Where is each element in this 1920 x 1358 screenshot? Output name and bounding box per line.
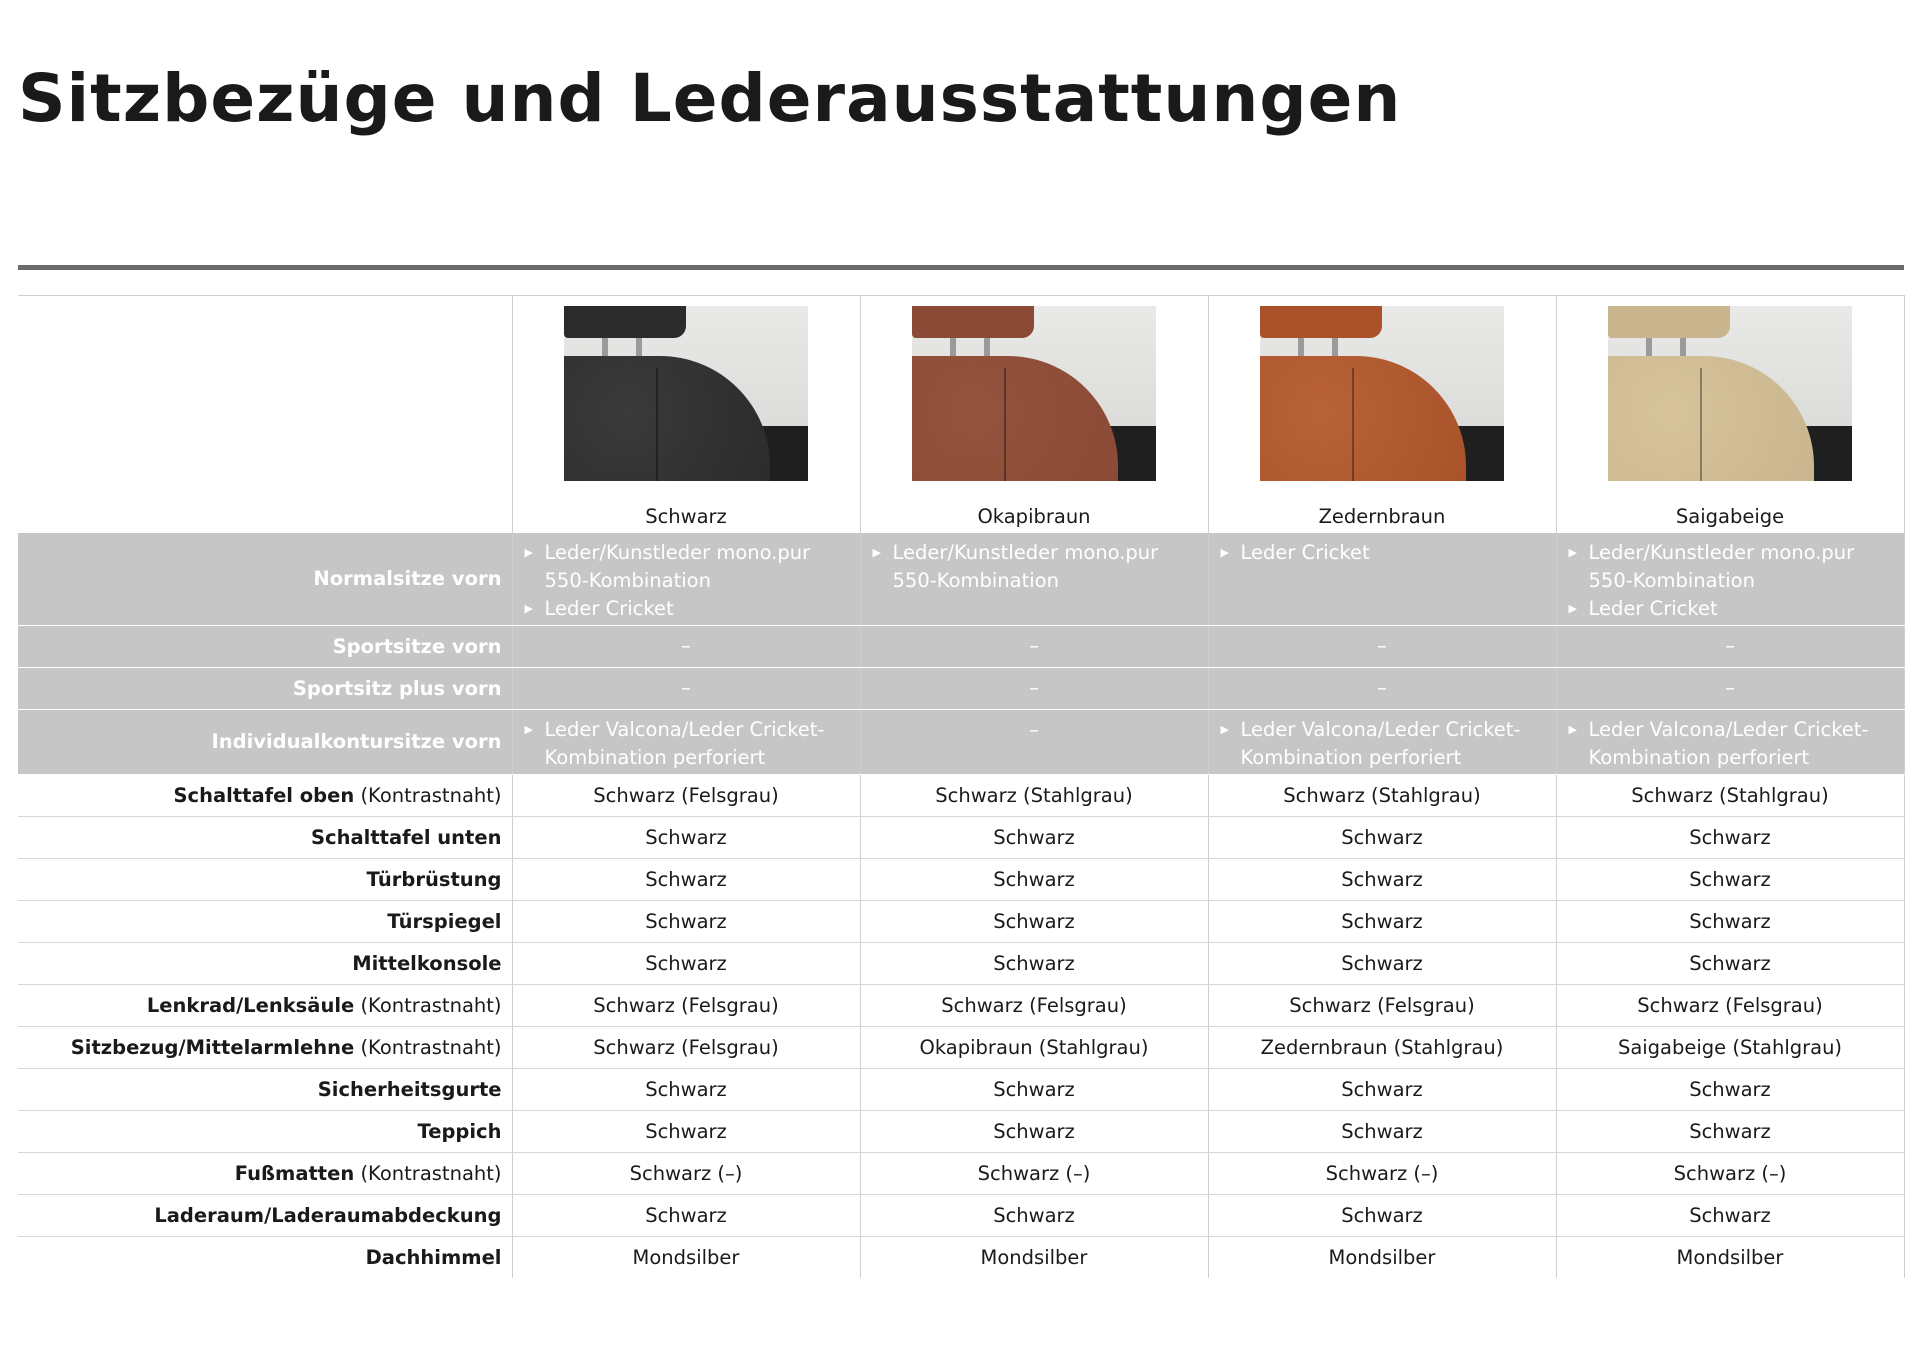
seat-row-label: Sportsitze vorn — [18, 625, 512, 667]
detail-value-cell: Schwarz — [512, 900, 860, 942]
seat-option-item: ▶ Leder Cricket — [1221, 539, 1548, 567]
swatch-seatback — [912, 356, 1118, 481]
detail-value-cell: Schwarz (Felsgrau) — [860, 984, 1208, 1026]
swatch-headrest — [564, 306, 686, 338]
detail-value-cell: Schwarz — [512, 816, 860, 858]
color-name: Schwarz — [645, 505, 727, 528]
detail-label-suffix: (Kontrastnaht) — [354, 1161, 502, 1185]
detail-label-bold: Fußmatten — [234, 1161, 355, 1185]
seat-row — [18, 667, 1904, 709]
seat-option-item: ▶ Leder Valcona/Leder Cricket-Kombination perforiert — [1221, 716, 1548, 772]
swatch-headrest — [1260, 306, 1382, 338]
seat-option-cell — [1208, 709, 1556, 774]
detail-value-cell: Schwarz (Felsgrau) — [1208, 984, 1556, 1026]
detail-value-cell: Schwarz — [860, 900, 1208, 942]
seat-option-cell: – — [860, 667, 1208, 709]
detail-value-cell: Schwarz — [860, 1068, 1208, 1110]
detail-value-cell: Schwarz (–) — [1556, 1152, 1904, 1194]
detail-label-bold: Lenkrad/Lenksäule — [146, 993, 355, 1017]
seat-swatch-image — [1260, 306, 1504, 481]
detail-value-cell: Schwarz — [512, 1194, 860, 1236]
seat-option-item: ▶ Leder Cricket — [525, 595, 852, 623]
detail-row — [18, 1194, 1904, 1236]
detail-label-suffix: (Kontrastnaht) — [354, 1035, 502, 1059]
detail-row — [18, 1152, 1904, 1194]
detail-value-cell: Schwarz — [512, 1110, 860, 1152]
seat-option-cell — [1556, 709, 1904, 774]
detail-row-label — [18, 942, 512, 984]
detail-value-cell: Schwarz (Felsgrau) — [1556, 984, 1904, 1026]
detail-value-cell: Schwarz (Stahlgrau) — [1208, 774, 1556, 816]
detail-value-cell: Schwarz — [1556, 942, 1904, 984]
detail-row-label — [18, 1068, 512, 1110]
color-column-header — [1208, 296, 1556, 533]
detail-row — [18, 984, 1904, 1026]
detail-row — [18, 942, 1904, 984]
detail-label-bold: Sitzbezug/Mittelarmlehne — [70, 1035, 355, 1059]
detail-value-cell: Schwarz (Stahlgrau) — [860, 774, 1208, 816]
detail-value-cell: Schwarz — [1208, 942, 1556, 984]
detail-value-cell: Mondsilber — [512, 1236, 860, 1278]
swatch-seam — [1352, 368, 1354, 481]
seat-option-cell — [1208, 533, 1556, 626]
seat-option-item: ▶ Leder Valcona/Leder Cricket-Kombination perforiert — [525, 716, 852, 772]
detail-row — [18, 858, 1904, 900]
detail-value-cell: Schwarz (Felsgrau) — [512, 984, 860, 1026]
detail-value-cell: Mondsilber — [1208, 1236, 1556, 1278]
detail-label-bold: Mittelkonsole — [352, 951, 502, 975]
detail-value-cell: Schwarz — [1556, 1110, 1904, 1152]
detail-label-bold: Dachhimmel — [365, 1245, 502, 1269]
detail-value-cell: Schwarz — [1208, 816, 1556, 858]
seat-row-label: Individualkontursitze vorn — [18, 709, 512, 774]
seat-option-cell — [860, 533, 1208, 626]
swatch-seam — [1700, 368, 1702, 481]
detail-label-bold: Türspiegel — [387, 909, 502, 933]
seat-option-item: ▶ Leder/Kunstleder mono.pur 550-Kombination — [873, 539, 1200, 595]
swatch-seatback — [1608, 356, 1814, 481]
detail-value-cell: Schwarz — [1556, 816, 1904, 858]
detail-value-cell: Okapibraun (Stahlgrau) — [860, 1026, 1208, 1068]
title-rule — [18, 265, 1904, 270]
detail-row — [18, 900, 1904, 942]
detail-row-label — [18, 1194, 512, 1236]
seat-swatch-image — [912, 306, 1156, 481]
detail-label-bold: Sicherheitsgurte — [317, 1077, 502, 1101]
detail-row-label — [18, 774, 512, 816]
detail-row — [18, 1110, 1904, 1152]
seat-option-item: ▶ Leder Valcona/Leder Cricket-Kombination perforiert — [1569, 716, 1896, 772]
detail-label-bold: Schalttafel oben — [173, 783, 355, 807]
detail-value-cell: Schwarz — [860, 858, 1208, 900]
color-name: Saigabeige — [1675, 505, 1785, 528]
detail-value-cell: Schwarz — [1208, 900, 1556, 942]
swatch-seam — [656, 368, 658, 481]
detail-value-cell: Schwarz (–) — [860, 1152, 1208, 1194]
detail-row — [18, 1236, 1904, 1278]
detail-value-cell: Schwarz (Felsgrau) — [512, 774, 860, 816]
detail-value-cell: Schwarz — [512, 1068, 860, 1110]
seat-option-item: ▶ Leder/Kunstleder mono.pur 550-Kombination — [525, 539, 852, 595]
detail-value-cell: Schwarz — [1208, 1110, 1556, 1152]
detail-label-suffix: (Kontrastnaht) — [354, 993, 502, 1017]
seat-option-item: ▶ Leder/Kunstleder mono.pur 550-Kombination — [1569, 539, 1896, 595]
seat-option-cell — [512, 709, 860, 774]
detail-label-bold: Schalttafel unten — [310, 825, 502, 849]
seat-row-label: Normalsitze vorn — [18, 533, 512, 626]
table-body — [18, 296, 1904, 1279]
seat-option-cell: – — [860, 625, 1208, 667]
seat-option-cell — [1556, 533, 1904, 626]
detail-row-label — [18, 816, 512, 858]
color-header-row — [18, 296, 1904, 533]
detail-value-cell: Schwarz (–) — [1208, 1152, 1556, 1194]
detail-value-cell: Schwarz — [1556, 1068, 1904, 1110]
detail-value-cell: Schwarz — [860, 1194, 1208, 1236]
detail-value-cell: Schwarz (–) — [512, 1152, 860, 1194]
detail-row-label — [18, 1026, 512, 1068]
detail-label-bold: Laderaum/Laderaumabdeckung — [154, 1203, 502, 1227]
seat-swatch-image — [564, 306, 808, 481]
seat-option-cell: – — [512, 667, 860, 709]
detail-value-cell: Schwarz (Stahlgrau) — [1556, 774, 1904, 816]
detail-value-cell: Schwarz — [512, 942, 860, 984]
detail-row-label — [18, 1236, 512, 1278]
seat-row — [18, 709, 1904, 774]
color-column-header — [1556, 296, 1904, 533]
seat-option-cell: – — [860, 709, 1208, 774]
detail-row-label — [18, 858, 512, 900]
detail-value-cell: Schwarz — [860, 942, 1208, 984]
swatch-headrest — [912, 306, 1034, 338]
seat-option-cell: – — [1208, 667, 1556, 709]
detail-row-label — [18, 900, 512, 942]
detail-value-cell: Schwarz — [512, 858, 860, 900]
header-empty-cell — [18, 296, 512, 533]
detail-value-cell: Schwarz — [1556, 900, 1904, 942]
seat-swatch-image — [1608, 306, 1852, 481]
detail-value-cell: Mondsilber — [860, 1236, 1208, 1278]
detail-value-cell: Schwarz — [1208, 858, 1556, 900]
detail-row-label — [18, 1152, 512, 1194]
seat-option-item: ▶ Leder Cricket — [1569, 595, 1896, 623]
detail-value-cell: Mondsilber — [1556, 1236, 1904, 1278]
seat-option-cell: – — [1208, 625, 1556, 667]
detail-row-label — [18, 1110, 512, 1152]
interior-color-table — [18, 295, 1905, 1278]
detail-row — [18, 1068, 1904, 1110]
seat-option-cell: – — [512, 625, 860, 667]
detail-value-cell: Schwarz — [1208, 1194, 1556, 1236]
seat-row — [18, 533, 1904, 626]
swatch-seatback — [1260, 356, 1466, 481]
color-name: Zedernbraun — [1318, 505, 1446, 528]
swatch-seam — [1004, 368, 1006, 481]
detail-label-suffix: (Kontrastnaht) — [354, 783, 502, 807]
detail-label-bold: Türbrüstung — [366, 867, 502, 891]
detail-value-cell: Schwarz — [860, 816, 1208, 858]
detail-row — [18, 1026, 1904, 1068]
seat-option-cell: – — [1556, 625, 1904, 667]
color-column-header — [860, 296, 1208, 533]
swatch-headrest — [1608, 306, 1730, 338]
detail-value-cell: Saigabeige (Stahlgrau) — [1556, 1026, 1904, 1068]
seat-row-label: Sportsitz plus vorn — [18, 667, 512, 709]
detail-value-cell: Schwarz — [860, 1110, 1208, 1152]
swatch-seatback — [564, 356, 770, 481]
seat-option-cell — [512, 533, 860, 626]
detail-value-cell: Zedernbraun (Stahlgrau) — [1208, 1026, 1556, 1068]
detail-row — [18, 816, 1904, 858]
detail-row-label — [18, 984, 512, 1026]
detail-value-cell: Schwarz — [1556, 858, 1904, 900]
detail-label-bold: Teppich — [417, 1119, 502, 1143]
page-title: Sitzbezüge und Lederausstattungen — [18, 60, 1402, 137]
seat-row — [18, 625, 1904, 667]
detail-value-cell: Schwarz — [1556, 1194, 1904, 1236]
color-name: Okapibraun — [977, 505, 1091, 528]
detail-value-cell: Schwarz — [1208, 1068, 1556, 1110]
detail-row — [18, 774, 1904, 816]
detail-value-cell: Schwarz (Felsgrau) — [512, 1026, 860, 1068]
color-column-header — [512, 296, 860, 533]
seat-option-cell: – — [1556, 667, 1904, 709]
